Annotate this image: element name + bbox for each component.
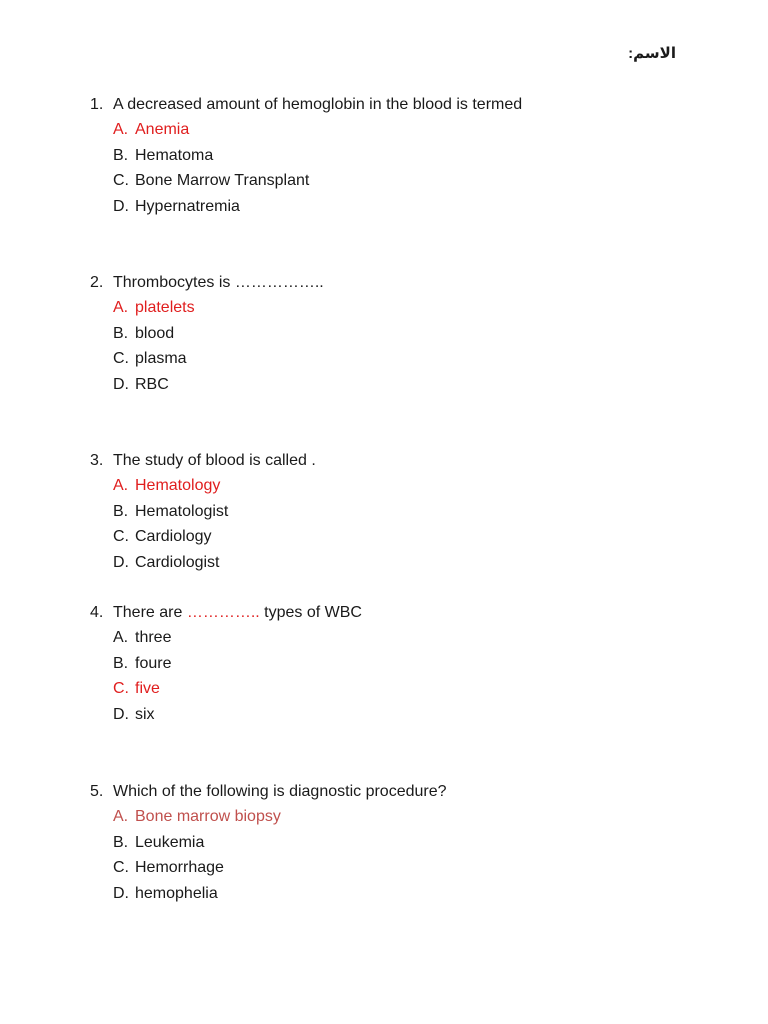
answer-option-d: D. RBC — [113, 375, 169, 393]
question-text: Thrombocytes is …………….. — [113, 274, 324, 291]
answer-option-d: D. hemophelia — [113, 884, 218, 902]
answer-option-c: C. plasma — [113, 350, 187, 368]
question-3 — [90, 449, 316, 575]
answer-option-b: B. Hematologist — [113, 502, 229, 520]
answer-option-c: C. Cardiology — [113, 528, 212, 546]
question-stem — [90, 449, 316, 473]
answer-option-a: A. three — [113, 629, 172, 646]
question-number: 4. — [90, 604, 104, 621]
question-4 — [90, 601, 362, 727]
answer-option-b: B. blood — [113, 324, 175, 342]
question-stem — [90, 271, 324, 295]
answer-option-c: C. Bone Marrow Transplant — [113, 172, 310, 190]
answer-option-a: A. Anemia — [113, 121, 190, 138]
question-text: A decreased amount of hemoglobin in the blood is termed — [113, 96, 523, 113]
answer-option-c: C. five — [113, 680, 160, 698]
question-text-after: types of WBC — [264, 604, 362, 621]
answer-blank: ………….. — [186, 604, 260, 621]
answer-option-b: B. Hematoma — [113, 146, 214, 164]
question-5 — [90, 780, 447, 906]
answer-option-a: A. Hematology — [113, 477, 221, 494]
answer-option-d: D. six — [113, 705, 155, 723]
question-number: 1. — [90, 96, 104, 113]
answer-option-b: B. Leukemia — [113, 833, 205, 851]
question-text-before: There are — [113, 604, 183, 621]
question-number: 2. — [90, 274, 104, 291]
answer-option-d: D. Cardiologist — [113, 553, 220, 571]
answer-option-a: A. Bone marrow biopsy — [113, 808, 281, 825]
answer-option-d: D. Hypernatremia — [113, 197, 240, 215]
answer-option-c: C. Hemorrhage — [113, 859, 224, 877]
question-number: 3. — [90, 452, 104, 469]
question-2 — [90, 271, 324, 397]
question-stem — [90, 780, 447, 804]
question-stem — [90, 93, 522, 117]
answer-option-a: A. platelets — [113, 299, 195, 316]
question-number: 5. — [90, 783, 104, 800]
question-stem — [90, 601, 362, 625]
question-1 — [90, 93, 522, 219]
question-text: The study of blood is called . — [113, 452, 316, 469]
question-text: Which of the following is diagnostic procedure? — [113, 783, 447, 800]
name-field-label: الاسم: — [628, 45, 676, 62]
answer-option-b: B. foure — [113, 654, 172, 672]
